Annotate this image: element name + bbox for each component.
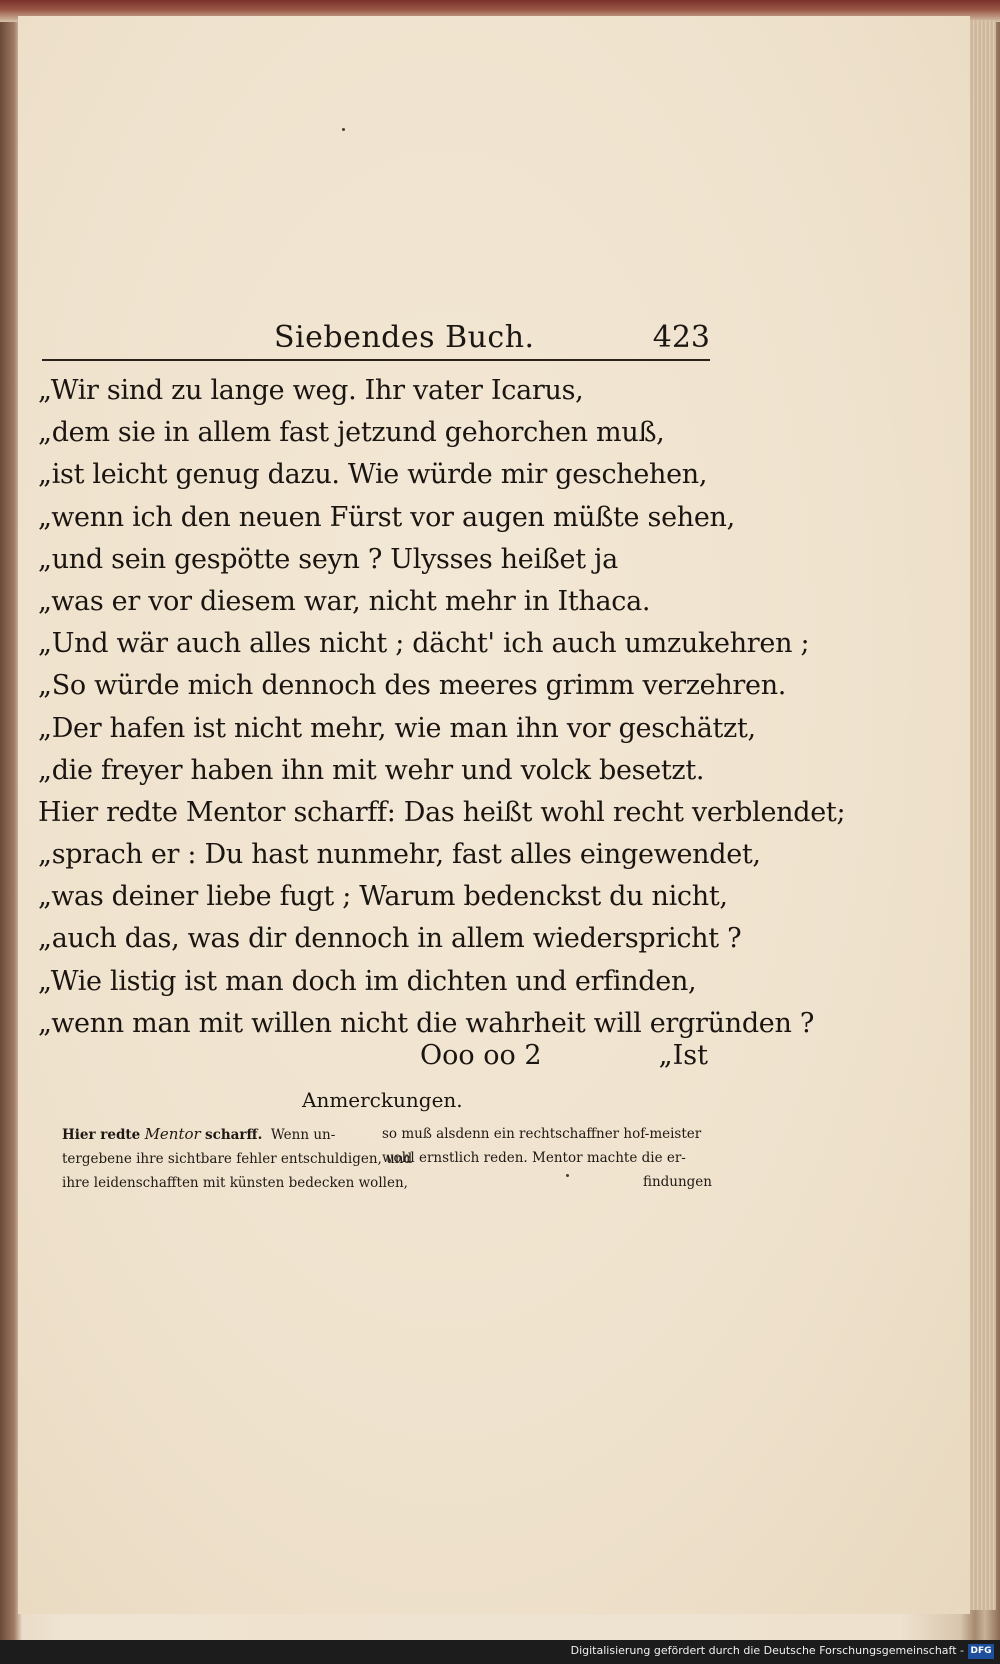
verse-line: „Der hafen ist nicht mehr, wie man ihn vor geschätzt, [38,712,756,744]
verse-line: „die freyer haben ihn mit wehr und volck besetzt. [38,754,705,786]
note-line: tergebene ihre sichtbare fehler entschuldigen, und [62,1151,413,1167]
note-lemma-end: scharff. [205,1127,263,1143]
verse-line: „sprach er : Du hast nunmehr, fast alles eingewendet, [38,839,761,871]
ink-speck [342,128,345,131]
verse-line: „was er vor diesem war, nicht mehr in Ithaca. [38,585,651,617]
verse-line: „Wie listig ist man doch im dichten und erfinden, [38,965,697,997]
notes-column-right [382,1122,712,1194]
header-rule [42,359,710,361]
catchword: „Ist [658,1040,708,1071]
verse-line: „auch das, was dir dennoch in allem wiederspricht ? [38,923,742,955]
page-number: 423 [652,320,710,355]
note-lemma-name: Mentor [144,1125,201,1143]
running-head [42,320,710,360]
running-head-title: Siebendes Buch. [274,320,535,355]
verse-line: „was deiner liebe fugt ; Warum bedenckst du nicht, [38,881,728,913]
verse-line: „So würde mich dennoch des meeres grimm verzehren. [38,670,787,702]
note-line: wohl ernstlich reden. Mentor machte die er- [382,1150,686,1166]
verse-line: „Wir sind zu lange weg. Ihr vater Icarus, [38,375,584,406]
page-stack-edge [970,20,996,1610]
note-lemma: Hier redte [62,1127,141,1143]
verse-line: „ist leicht genug dazu. Wie würde mir geschehen, [38,459,708,491]
notes-column-left [62,1122,413,1195]
verse-line: „wenn man mit willen nicht die wahrheit will ergründen ? [38,1007,815,1039]
verse-line: „dem sie in allem fast jetzund gehorchen muß, [38,417,665,449]
note-line: findungen [642,1174,712,1190]
verse-line: „und sein gespötte seyn ? Ulysses heißet ja [38,543,618,575]
note-line: ihre leidenschafften mit künsten bedecken wollen, [62,1175,408,1191]
note-line [62,1122,372,1147]
note-line: so muß alsdenn ein rechtschaffner hof-meister [382,1126,702,1142]
signature-mark: Ooo oo 2 [420,1040,542,1071]
verse-text [38,370,846,1045]
notes-heading: Anmerckungen. [302,1088,463,1112]
verse-line: Hier redte Mentor scharff: Das heißt wohl recht verblendet; [38,796,846,828]
footer-credit: Digitalisierung gefördert durch die Deutsche Forschungsgemeinschaft - [570,1644,964,1657]
verse-line: „wenn ich den neuen Fürst vor augen müßte sehen, [38,501,735,533]
verse-line: „Und wär auch alles nicht ; dächt' ich auch umzukehren ; [38,628,810,660]
note-text: Wenn un- [270,1127,336,1143]
dfg-logo: DFG [968,1644,994,1659]
